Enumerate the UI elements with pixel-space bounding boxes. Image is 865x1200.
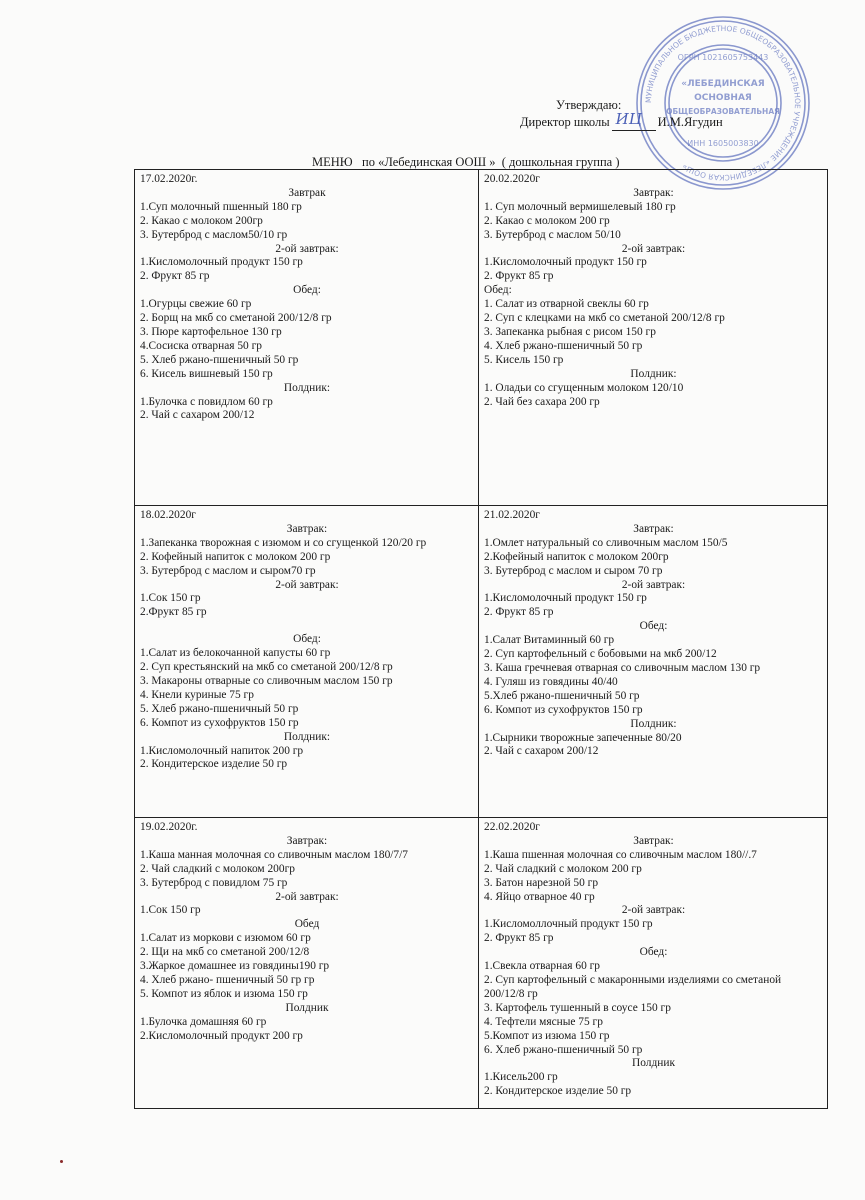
menu-item: 4. Тефтели мясные 75 гр (484, 1015, 603, 1028)
svg-text:МУНИЦИПАЛЬНОЕ БЮДЖЕТНОЕ ОБЩЕОБ: МУНИЦИПАЛЬНОЕ БЮДЖЕТНОЕ ОБЩЕОБРАЗОВАТЕЛЬНОЕ УЧРЕЖДЕНИЕ «ЛЕБЕДИНСКАЯ ООШ» (643, 23, 803, 183)
menu-item: 2. Какао с молоком 200гр (140, 214, 263, 227)
menu-item: 1.Сок 150 гр (140, 592, 201, 605)
menu-item: 1.Салат Витаминный 60 гр (484, 634, 615, 647)
menu-item: 1.Булочка с повидлом 60 гр (140, 395, 273, 408)
meal-title: Полдник: (630, 367, 677, 380)
menu-title: МЕНЮ по «Лебединская ООШ » ( дошкольная группа ) (312, 155, 620, 169)
director-name: И.М.Ягудин (657, 115, 723, 129)
menu-item: 2. Чай сладкий с молоком 200 гр (484, 862, 642, 875)
menu-item: 5. Хлеб ржано-пшеничный 50 гр (140, 702, 299, 715)
menu-item: 1.Суп молочный пшенный 180 гр (140, 200, 302, 213)
menu-item: 1.Каша пшенная молочная со сливочным маслом 180//.7 (484, 848, 757, 861)
menu-item: 2. Суп картофельный с бобовыми на мкб 200/12 (484, 648, 717, 661)
signature-line (612, 110, 656, 131)
menu-item: 2. Фрукт 85 гр (140, 270, 210, 283)
menu-item: 2. Фрукт 85 гр (484, 932, 554, 945)
day-date: 22.02.2020г (484, 821, 540, 833)
day-date: 17.02.2020г. (140, 173, 198, 185)
meal-title: 2-ой завтрак: (621, 904, 686, 917)
menu-item: 5. Хлеб ржано-пшеничный 50 гр (140, 353, 299, 366)
menu-item: 1. Салат из отварной свеклы 60 гр (484, 298, 649, 311)
menu-item: 1.Запеканка творожная с изюмом и со сгущенкой 120/20 гр (140, 536, 427, 549)
day-cell (135, 818, 479, 1108)
menu-item: 3. Бутерброд с маслом и сыром 70 гр (484, 564, 663, 577)
menu-item: 1.Кисломолочный продукт 150 гр (484, 256, 647, 269)
meal-title: Обед: (293, 633, 321, 646)
menu-item: 2. Кондитерское изделие 50 гр (484, 1085, 632, 1098)
meal-title: Завтрак: (633, 186, 674, 199)
menu-item: 2. Кондитерское изделие 50 гр (140, 758, 288, 771)
meal-title: Завтрак: (633, 834, 674, 847)
menu-item: 1.Огурцы свежие 60 гр (140, 298, 252, 311)
menu-item: 1.Кисель200 гр (484, 1071, 558, 1084)
day-cell (479, 506, 827, 818)
menu-item: 4. Гуляш из говядины 40/40 (484, 675, 618, 688)
menu-item: 6. Кисель вишневый 150 гр (140, 367, 273, 380)
menu-item: 2.Фрукт 85 гр (140, 606, 207, 619)
meal-title: Обед (294, 918, 320, 931)
menu-item: 2. Суп крестьянский на мкб со сметаной 200/12/8 гр (140, 661, 393, 674)
menu-item: 5.Компот из изюма 150 гр (484, 1029, 610, 1042)
meal-title: Полдник (632, 1057, 675, 1070)
menu-item: 2.Кисломолочный продукт 200 гр (140, 1029, 303, 1042)
menu-item: 5. Компот из яблок и изюма 150 гр (140, 987, 308, 1000)
approval-block (520, 97, 723, 131)
menu-item: 2. Фрукт 85 гр (484, 606, 554, 619)
meal-title: Полдник (285, 1001, 329, 1014)
day-cell (479, 818, 827, 1108)
menu-item: 1.Салат из белокочанной капусты 60 гр (140, 647, 331, 660)
meal-title: Обед: (639, 946, 668, 959)
menu-item: 5.Хлеб ржано-пшеничный 50 гр (484, 689, 640, 702)
menu-item: 2. Какао с молоком 200 гр (484, 214, 610, 227)
menu-item: 6. Компот из сухофруктов 150 гр (484, 703, 643, 716)
menu-item: 1. Суп молочный вермишелевый 180 гр (484, 200, 676, 213)
menu-item: 2. Чай с сахаром 200/12 (140, 409, 255, 422)
menu-item: 2. Борщ на мкб со сметаной 200/12/8 гр (140, 312, 332, 325)
menu-item: 1.Кисломоллочный продукт 150 гр (484, 918, 653, 931)
menu-item: 4. Яйцо отварное 40 гр (484, 890, 595, 903)
meal-title: Обед: (293, 284, 321, 297)
day-date: 20.02.2020г (484, 173, 540, 185)
seal-center-line-2: ОСНОВНАЯ (694, 93, 752, 103)
paper-speck (60, 1160, 63, 1163)
menu-item: 2. Суп картофельный с макаронными изделиями со сметаной 200/12/8 гр (484, 973, 782, 1000)
meal-title: 2-ой завтрак: (275, 242, 339, 255)
menu-item: 4. Кнели куриные 75 гр (140, 688, 254, 701)
menu-item: 3. Бутерброд с маслом и сыром70 гр (140, 564, 316, 577)
menu-item: 1.Свекла отварная 60 гр (484, 960, 600, 973)
meal-title: Завтрак (288, 186, 326, 199)
seal-center-line-1: «ЛЕБЕДИНСКАЯ (681, 79, 765, 89)
menu-item: 2.Кофейный напиток с молоком 200гр (484, 550, 669, 563)
menu-item: 2. Фрукт 85 гр (484, 270, 554, 283)
seal-inn: ИНН 1605003830 (687, 139, 759, 148)
meal-title: 2-ой завтрак: (621, 578, 686, 591)
menu-item: 3.Жаркое домашнее из говядины190 гр (140, 960, 330, 973)
menu-item: 6. Компот из сухофруктов 150 гр (140, 716, 299, 729)
menu-item: 1.Булочка домашняя 60 гр (140, 1015, 267, 1028)
day-cell (479, 170, 827, 506)
menu-item: 1. Оладьи со сгущенным молоком 120/10 (484, 381, 684, 394)
day-date: 21.02.2020г (484, 509, 540, 521)
menu-item: 3. Макароны отварные со сливочным маслом 150 гр (140, 674, 393, 687)
menu-item: 3. Картофель тушенный в соусе 150 гр (484, 1001, 671, 1014)
meal-title: 2-ой завтрак: (275, 578, 339, 591)
menu-item: 1.Кисломолочный напиток 200 гр (140, 744, 304, 757)
day-cell (135, 170, 479, 506)
menu-item: 1.Каша манная молочная со сливочным маслом 180/7/7 (140, 848, 408, 861)
seal-ogrn: ОГРН 1021605753443 (677, 53, 769, 62)
meal-title: Завтрак: (633, 522, 674, 535)
menu-item: 4.Сосиска отварная 50 гр (140, 339, 262, 352)
menu-item: 1.Салат из моркови с изюмом 60 гр (140, 932, 311, 945)
menu-item: 3. Бутерброд с повидлом 75 гр (140, 876, 288, 889)
meal-title: 2-ой завтрак: (275, 890, 339, 903)
meal-title: Обед: (639, 620, 668, 633)
meal-title: Завтрак: (286, 522, 328, 535)
menu-item: 5. Кисель 150 гр (484, 353, 564, 366)
meal-title: Обед: (484, 284, 512, 297)
menu-item: 2. Чай сладкий с молоком 200гр (140, 862, 295, 875)
menu-item: 1.Омлет натуральный со сливочным маслом 150/5 (484, 536, 728, 549)
day-date: 19.02.2020г. (140, 821, 198, 833)
menu-item: 2. Щи на мкб со сметаной 200/12/8 (140, 946, 310, 959)
menu-item: 6. Хлеб ржано-пшеничный 50 гр (484, 1043, 643, 1056)
menu-item (140, 620, 474, 633)
meal-title: 2-ой завтрак: (621, 242, 686, 255)
director-signature: ИЦ (615, 110, 642, 128)
meal-title: Завтрак: (286, 834, 328, 847)
approved-label: Утверждаю: (556, 98, 622, 112)
menu-item: 2. Чай с сахаром 200/12 (484, 745, 599, 758)
menu-item: 3. Каша гречневая отварная со сливочным маслом 130 гр (484, 661, 761, 674)
director-label: Директор школы (520, 115, 610, 129)
menu-item: 2. Кофейный напиток с молоком 200 гр (140, 550, 331, 563)
day-date: 18.02.2020г (140, 509, 196, 521)
menu-item: 3. Бутерброд с маслом 50/10 (484, 228, 621, 241)
menu-item: 3. Бутерброд с маслом50/10 гр (140, 228, 288, 241)
menu-table (134, 169, 828, 1109)
menu-item: 3. Батон нарезной 50 гр (484, 876, 599, 889)
menu-item: 1.Кисломолочный продукт 150 гр (484, 592, 647, 605)
menu-item: 1.Кисломолочный продукт 150 гр (140, 256, 303, 269)
meal-title: Полдник: (283, 381, 331, 394)
menu-item: 3. Запеканка рыбная с рисом 150 гр (484, 325, 656, 338)
menu-item: 4. Хлеб ржано- пшеничный 50 гр гр (140, 973, 315, 986)
day-cell (135, 506, 479, 818)
menu-item: 3. Пюре картофельное 130 гр (140, 325, 282, 338)
menu-item: 2. Суп с клецками на мкб со сметаной 200/12/8 гр (484, 312, 725, 325)
menu-item: 1.Сок 150 гр (140, 904, 201, 917)
seal-center-line-3: ОБЩЕОБРАЗОВАТЕЛЬНАЯ (666, 107, 780, 116)
menu-item: 1.Сырники творожные запеченные 80/20 (484, 731, 682, 744)
meal-title: Полдник: (283, 730, 331, 743)
menu-item: 4. Хлеб ржано-пшеничный 50 гр (484, 339, 643, 352)
meal-title: Полдник: (630, 717, 677, 730)
menu-item: 2. Чай без сахара 200 гр (484, 395, 600, 408)
